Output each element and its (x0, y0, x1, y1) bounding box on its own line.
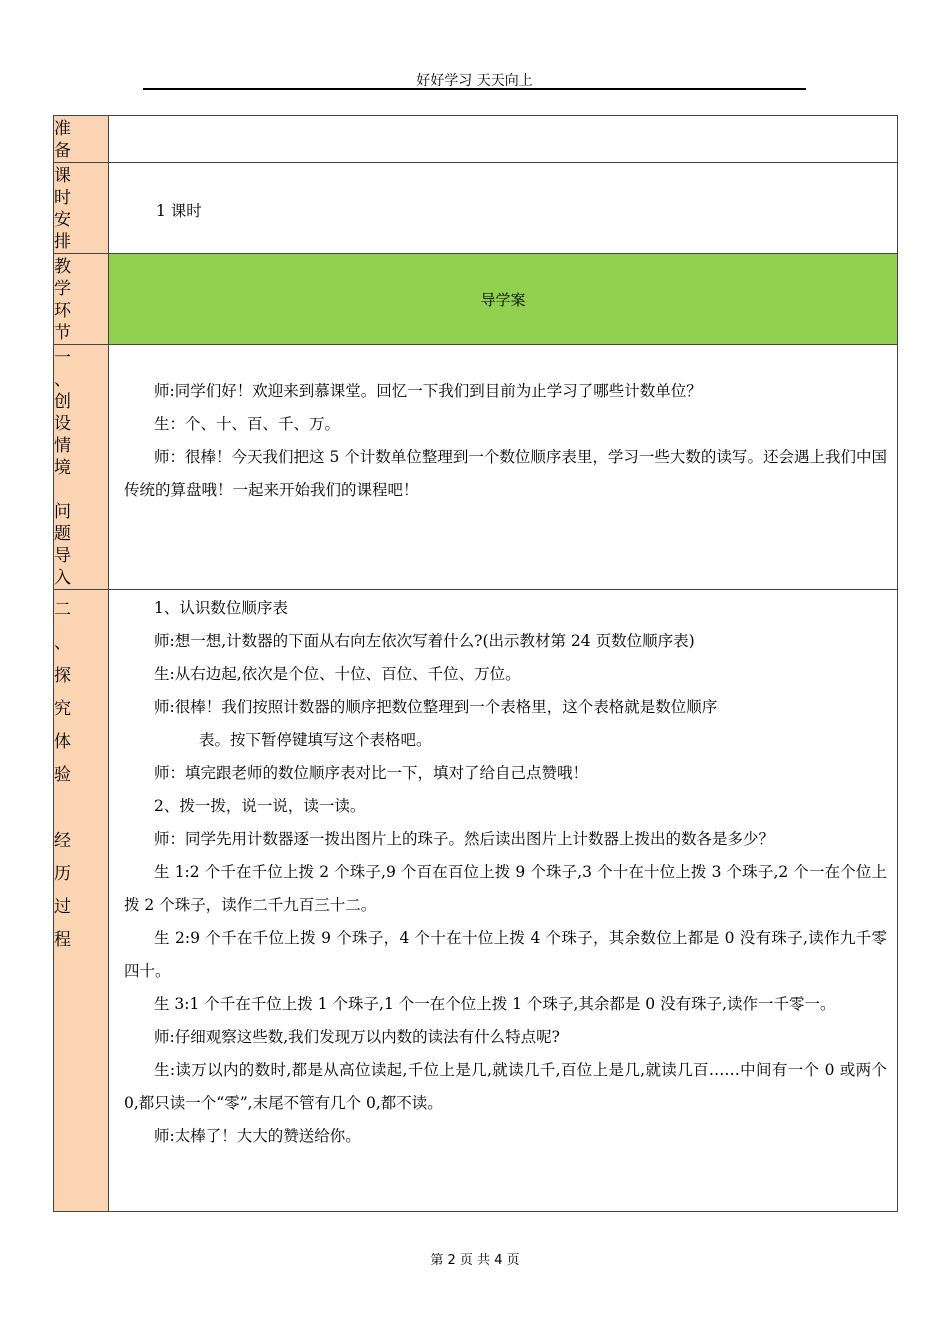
dialogue-line: 生 2:9 个千在千位上拨 9 个珠子，4 个十在十位上拨 4 个珠子，其余数位上都是 0 没有珠子,读作九千零四十。 (124, 929, 887, 980)
row-teaching-stage (54, 254, 898, 345)
dialogue-line: 生 1:2 个千在千位上拨 2 个珠子,9 个百在百位上拨 9 个珠子,3 个十在十位上拨 3 个珠子,2 个一在个位上拨 2 个珠子，读作二千九百三十二。 (124, 863, 887, 914)
dialogue-line: 师:太棒了！大大的赞送给你。 (154, 1127, 361, 1145)
page-header: 好好学习 天天向上 (416, 73, 533, 89)
section-two-content (109, 590, 898, 1212)
row-section-two (54, 590, 898, 1212)
dialogue-line: 生：个、十、百、千、万。 (154, 415, 341, 433)
row-class-period (54, 163, 898, 254)
dialogue-line: 师:很棒！我们按照计数器的顺序把数位整理到一个表格里，这个表格就是数位顺序 表。按下暂停键填写这个表格吧。 (154, 698, 718, 749)
label-class-period: 课 时 安 排 (54, 163, 109, 254)
row-section-one (54, 345, 898, 590)
dialogue-line: 师:同学们好！欢迎来到慕课堂。回忆一下我们到目前为止学习了哪些计数单位？ (154, 382, 702, 400)
class-period-content (109, 163, 898, 254)
guide-plan-title: 导学案 (109, 254, 898, 345)
dialogue-line: 生:从右边起,依次是个位、十位、百位、千位、万位。 (154, 665, 521, 683)
dialogue-line: 师:想一想,计数器的下面从右向左依次写着什么?(出示教材第 24 页数位顺序表) (154, 632, 695, 650)
label-teaching-stage: 教 学 环 节 (54, 254, 109, 345)
class-period-text: 1 课时 (156, 202, 202, 220)
header-divider (143, 88, 806, 90)
dialogue-line: 师：很棒！今天我们把这 5 个计数单位整理到一个数位顺序表里，学习一些大数的读写。还会遇上我们中国传统的算盘哦！一起来开始我们的课程吧！ (124, 448, 887, 499)
label-section-one: 一 、 创 设 情 境 问 题 导 入 (54, 345, 109, 590)
row-preparation (54, 116, 898, 163)
dialogue-line: 生 3:1 个千在千位上拨 1 个珠子,1 个一在个位上拨 1 个珠子,其余都是 0 没有珠子,读作一千零一。 (154, 995, 836, 1013)
dialogue-line: 师：填完跟老师的数位顺序表对比一下，填对了给自己点赞哦！ (154, 764, 589, 782)
label-preparation: 准 备 (54, 116, 109, 163)
preparation-content (109, 116, 898, 163)
dialogue-line: 生:读万以内的数时,都是从高位读起,千位上是几,就读几千,百位上是几,就读几百……中间有一个 0 或两个 0,都只读一个“零”,末尾不管有几个 0,都不读。 (124, 1061, 887, 1112)
dialogue-line: 师：同学先用计数器逐一拨出图片上的珠子。然后读出图片上计数器上拨出的数各是多少？ (154, 830, 775, 848)
page-footer: 第 2 页 共 4 页 (430, 1253, 520, 1268)
section-heading: 1、认识数位顺序表 (154, 599, 288, 617)
section-one-content (109, 345, 898, 590)
section-heading: 2、拨一拨，说一说，读一读。 (154, 797, 366, 815)
lesson-plan-table (53, 115, 898, 1212)
label-section-two: 二 、 探 究 体 验 经 历 过 程 (54, 590, 109, 1212)
dialogue-line: 师:仔细观察这些数,我们发现万以内数的读法有什么特点呢? (154, 1028, 560, 1046)
